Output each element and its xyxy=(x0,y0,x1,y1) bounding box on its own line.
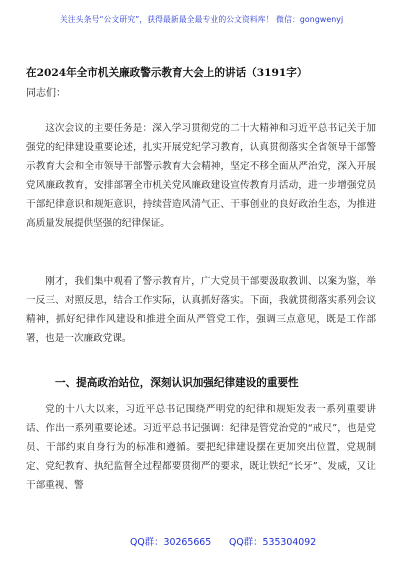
qq-group-1: QQ群：30265665 xyxy=(130,537,212,548)
section-heading-1: 一、提高政治站位，深刻认识加强纪律建设的重要性 xyxy=(55,377,299,389)
document-title: 在2024年全市机关廉政警示教育大会上的讲话（3191字） xyxy=(26,67,308,79)
salutation: 同志们： xyxy=(26,88,66,99)
paragraph-2: 刚才，我们集中观看了警示教育片，广大党员干部要汲取教训、以案为鉴，举一反三、对照反思，结合工作实际，认真抓好落实。下面，我就贯彻落实系列会议精神，抓好纪律作风建设和推进全面从严管党工作，强调三点意见，既是工作部署，也是一次廉政党课。 xyxy=(26,276,376,344)
paragraph-1: 这次会议的主要任务是：深入学习贯彻党的二十大精神和习近平总书记关于加强党的纪律建设重要论述，扎实开展党纪学习教育，认真贯彻落实全省领导干部警示教育大会和全市领导干部警示教育大会精神，坚定不移全面从严治党，深入开展党风廉政教育，安排部署全市机关党风廉政建设宣传教育月活动，进一步增强党员干部纪律意识和规矩意识，持续营造风清气正、干事创业的良好政治生态，为推进高质量发展提供坚强的纪律保证。 xyxy=(26,123,376,229)
banner-text: 关注头条号“公文研究”，获得最新最全最专业的公文资料库！ 微信：gongwenyj xyxy=(60,15,344,24)
qq-group-2: QQ群：535304092 xyxy=(229,537,317,548)
paragraph-3: 党的十八大以来，习近平总书记围绕严明党的纪律和规矩发表一系列重要讲话、作出一系列重要论述。习近平总书记强调：纪律是管党治党的“戒尺”，也是党员、干部约束自身行为的标准和遵循。要把纪律建设摆在更加突出位置，党规制定、党纪教育、执纪监督全过程都要贯彻严的要求，既让铁纪“长牙”、发威，又让干部重视、警 xyxy=(26,404,376,491)
header-banner xyxy=(60,6,360,36)
